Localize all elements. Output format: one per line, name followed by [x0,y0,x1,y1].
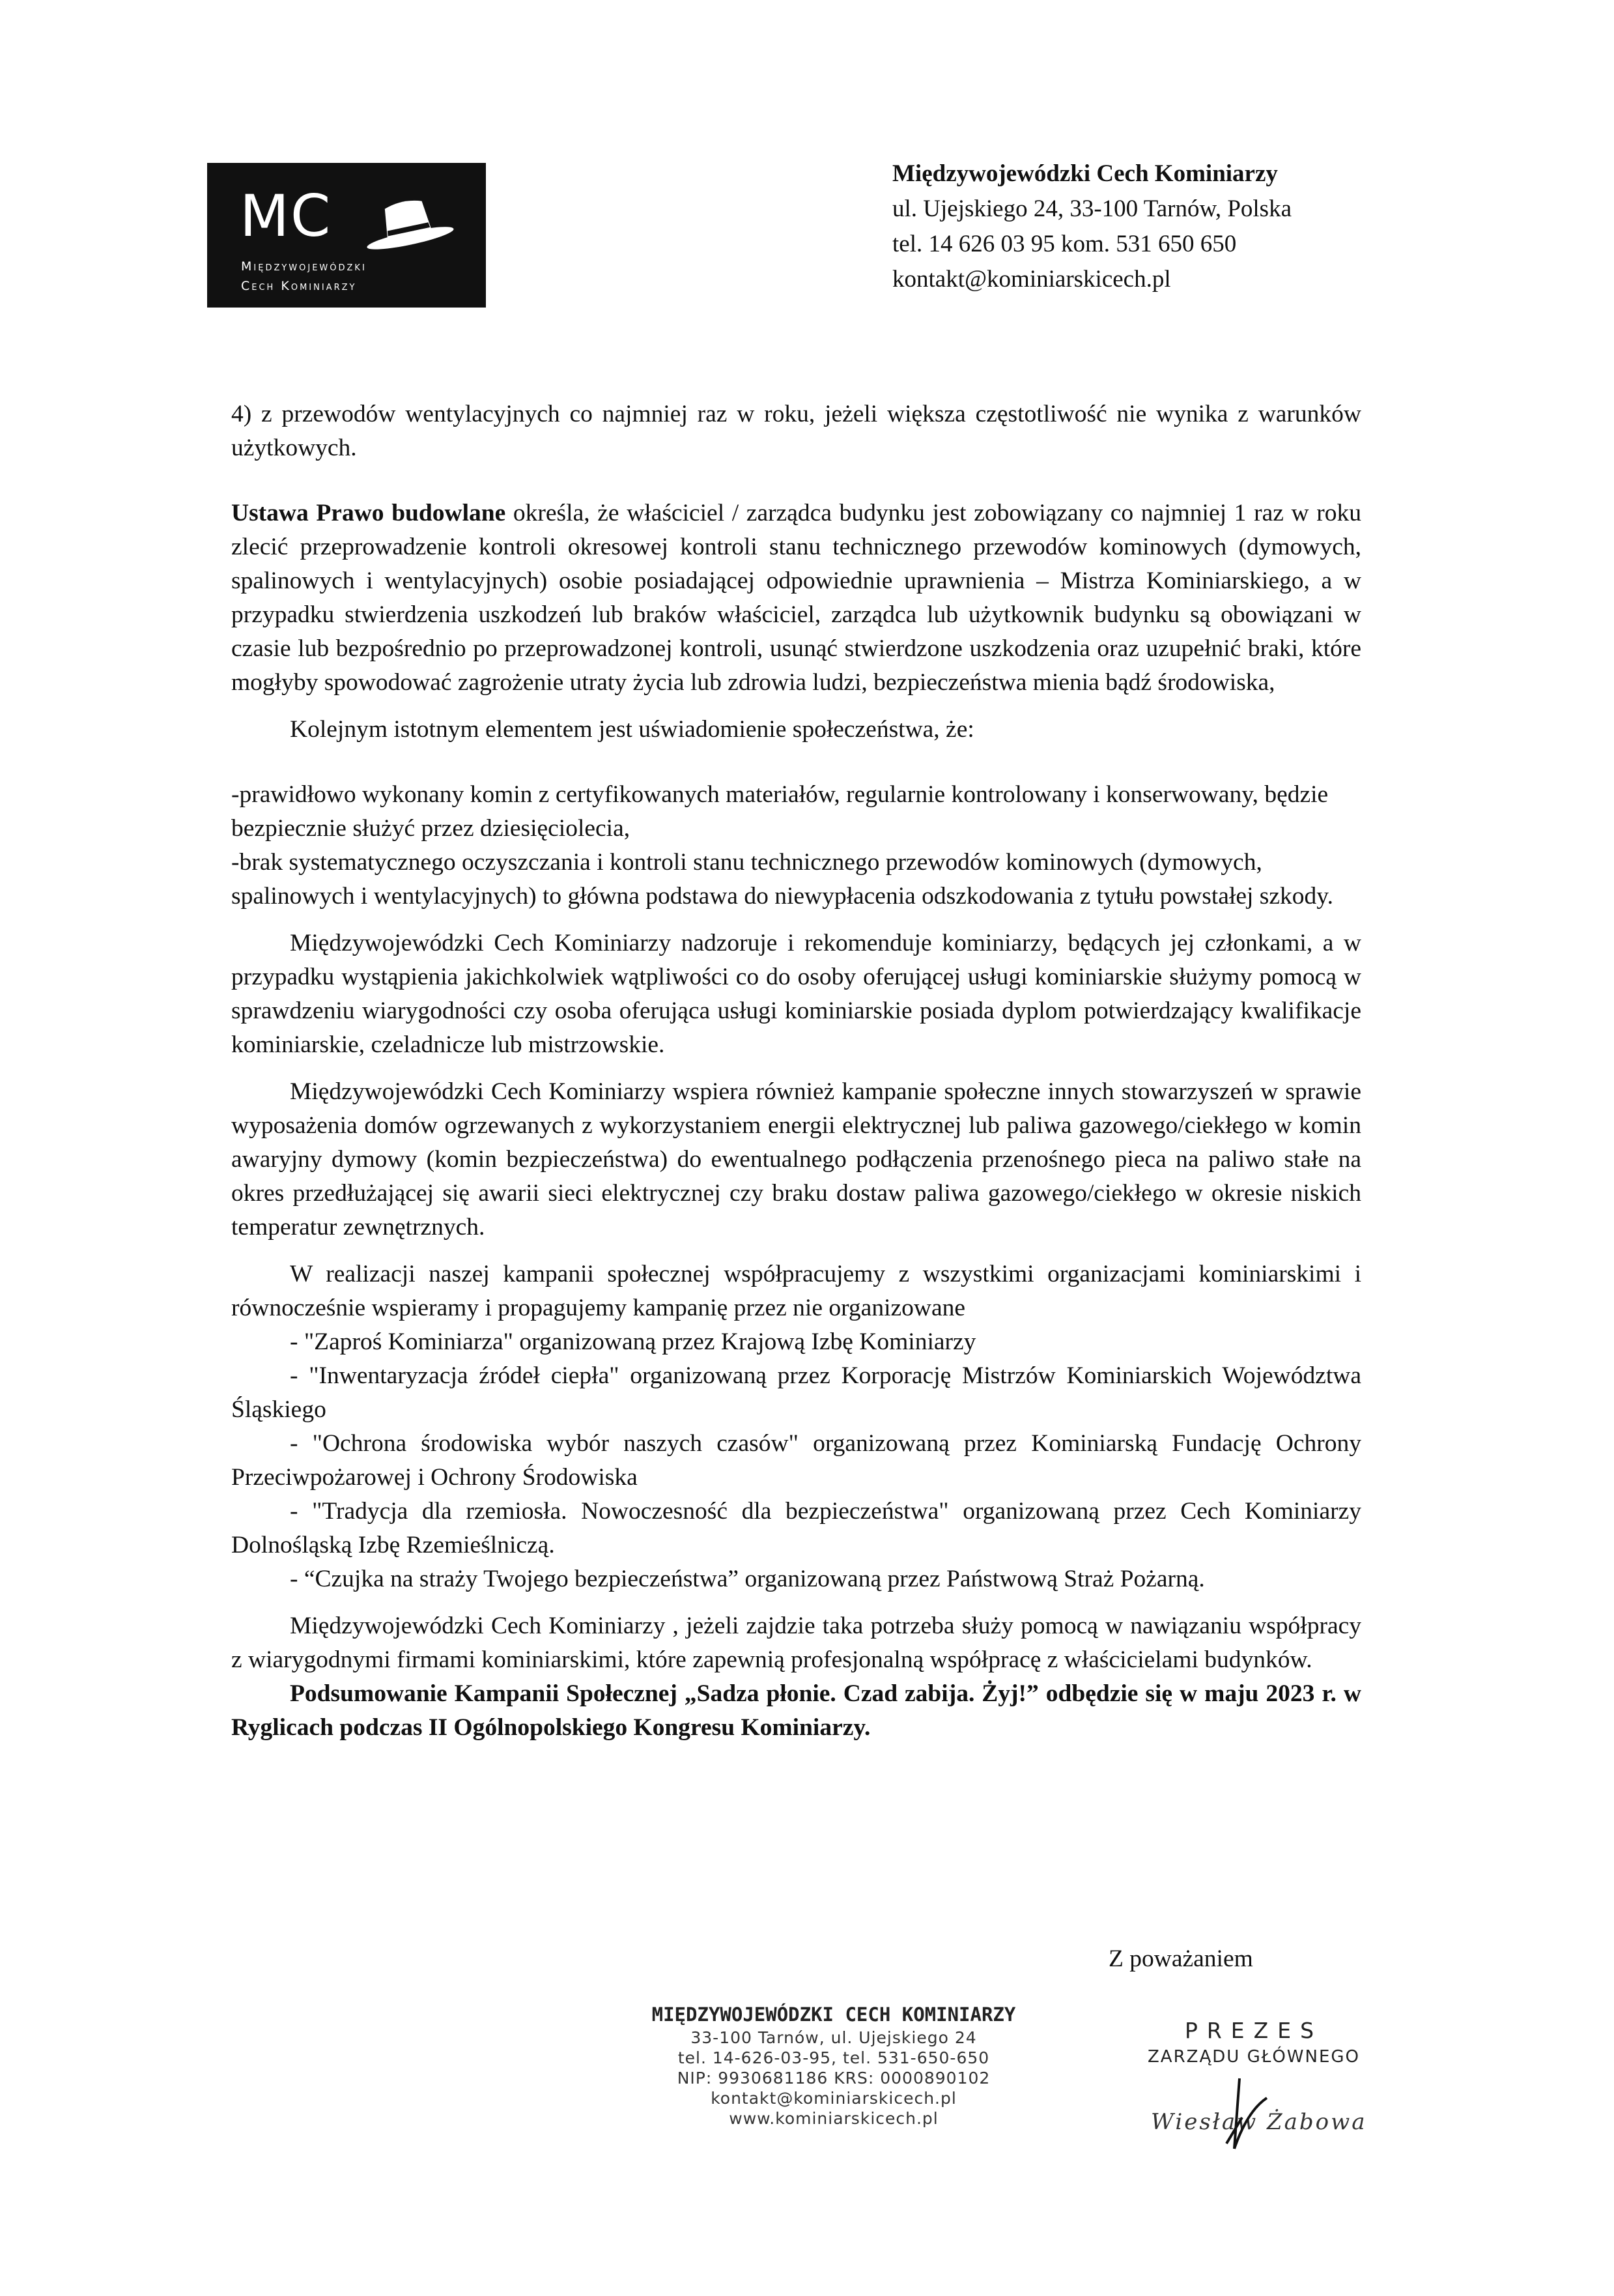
svg-text:Wiesław Żabowa: Wiesław Żabowa [1151,2109,1367,2135]
law-name: Ustawa Prawo budowlane [231,500,506,526]
handwritten-signature [1143,2072,1391,2157]
paragraph-cooperation: W realizacji naszej kampanii społecznej współpracujemy z wszystkimi organizacjami kominiarskimi i równocześnie wspieramy i propagujemy kampanię przez nie organizowane [231,1261,1361,1321]
logo-line-2: Cech Kominiarzy [241,279,357,293]
president-title: PREZES [1184,2018,1324,2043]
closing-phrase: Z poważaniem [1109,1945,1253,1972]
paragraph-campaign-support: Międzywojewódzki Cech Kominiarzy wspiera również kampanie społeczne innych stowarzyszeń w sprawie wyposażenia domów ogrzewanych z wykorzystaniem energii elektrycznej lub paliwa gazowego/ciekłego w komin awaryjny dymowy (komin bezpieczeństwa) do ewentualnego podłączenia przenośnego pieca na paliwo stałe na okres przedłużającej się awarii sieci elektrycznej czy braku dostaw paliwa gazowego/ciekłego w okresie niskich temperatur zewnętrznych. [231,1078,1361,1241]
list-item: - "Tradycja dla rzemiosła. Nowoczesność dla bezpieczeństwa" organizowaną przez Cech Kominiarzy Dolnośląską Izbę Rzemieślniczą. [231,1498,1361,1558]
list-item: - "Ochrona środowiska wybór naszych czasów" organizowaną przez Kominiarską Fundację Ochrony Przeciwpożarowej i Ochrony Środowiska [231,1430,1361,1491]
law-text: określa, że właściciel / zarządca budynku jest zobowiązany co najmniej 1 raz w roku zlecić przeprowadzenie kontroli okresowej kontroli stanu technicznego przewodów kominowych (dymowych, spalinowych i wentylacyjnych) osobie posiadającej odpowiednie uprawnienia – Mistrza Kominiarskiego, a w przypadku stwierdzenia uszkodzeń lub braków właściciel, zarządca lub użytkownik budynku są obowiązani w czasie lub bezpośrednio po przeprowadzonej kontroli, usunąć stwierdzone uszkodzenia oraz uzupełnić braki, które mogłyby spowodować zagrożenie utraty życia lub zdrowia ludzi, bezpieczeństwa mienia bądź środowiska, [231,500,1361,696]
logo-mark: MC [240,182,332,250]
organization-stamp [606,2002,1062,2129]
summary-text: Podsumowanie Kampanii Społecznej „Sadza płonie. Czad zabija. Żyj!” odbędzie się w maju 2023 r. w Ryglicach podczas II Ogólnopolskiego Kongresu Kominiarzy. [231,1680,1361,1741]
letterhead [892,156,1292,297]
org-email: kontakt@kominiarskicech.pl [892,266,1171,293]
stamp-phone: tel. 14-626-03-95, tel. 531-650-650 [677,2048,990,2067]
stamp-address: 33-100 Tarnów, ul. Ujejskiego 24 [690,2028,977,2047]
paragraph-partnership: Międzywojewódzki Cech Kominiarzy , jeżeli zajdzie taka potrzeba służy pomocą w nawiązaniu współpracy z wiarygodnymi firmami kominiarskimi, które zapewnią profesjonalną współpracę z właścicielami budynków. [231,1613,1361,1673]
paragraph-chimney-proper: -prawidłowo wykonany komin z certyfikowanych materiałów, regularnie kontrolowany i konserwowany, będzie bezpiecznie służyć przez dziesięciolecia, [231,781,1329,842]
org-phone: tel. 14 626 03 95 kom. 531 650 650 [892,231,1237,257]
letter-body [231,397,1361,1745]
top-hat-icon [358,195,456,250]
stamp-www: www.kominiarskicech.pl [729,2109,939,2128]
list-item: - "Zaproś Kominiarza" organizowaną przez Krajową Izbę Kominiarzy [290,1328,976,1355]
president-subtitle: ZARZĄDU GŁÓWNEGO [1148,2047,1360,2067]
org-name: Międzywojewódzki Cech Kominiarzy [892,160,1278,187]
paragraph-awareness: Kolejnym istotnym elementem jest uświadomienie społeczeństwa, że: [290,716,974,743]
organization-logo [207,163,486,308]
stamp-name: MIĘDZYWOJEWÓDZKI CECH KOMINIARZY [651,2003,1016,2026]
list-item: - "Inwentaryzacja źródeł ciepła" organizowaną przez Korporację Mistrzów Kominiarskich Województwa Śląskiego [231,1362,1361,1423]
president-stamp [1107,2016,1400,2069]
paragraph-building-law [231,496,1361,700]
list-item: - “Czujka na straży Twojego bezpieczeństwa” organizowaną przez Państwową Straż Pożarną. [290,1566,1205,1592]
stamp-ids: NIP: 9930681186 KRS: 0000890102 [677,2069,991,2088]
paragraph-supervision: Międzywojewódzki Cech Kominiarzy nadzoruje i rekomenduje kominiarzy, będących jej członkami, a w przypadku wystąpienia jakichkolwiek wątpliwości co do osoby oferującej usługi kominiarskie służymy pomocą w sprawdzeniu wiarygodności czy osoba oferująca usługi kominiarskie posiada dyplom potwierdzający kwalifikacje kominiarskie, czeladnicze lub mistrzowskie. [231,930,1361,1058]
paragraph-chimney-neglect: -brak systematycznego oczyszczania i kontroli stanu technicznego przewodów kominowych (dymowych, spalinowych i wentylacyjnych) to główna podstawa do niewypłacenia odszkodowania z tytułu powstałej szkody. [231,849,1333,910]
org-address: ul. Ujejskiego 24, 33-100 Tarnów, Polska [892,195,1292,222]
paragraph-ventilation: 4) z przewodów wentylacyjnych co najmniej raz w roku, jeżeli większa częstotliwość nie wynika z warunków użytkowych. [231,401,1361,461]
logo-line-1: Międzywojewódzki [241,259,367,274]
stamp-email: kontakt@kominiarskicech.pl [711,2089,957,2108]
paragraph-summary [231,1677,1361,1745]
